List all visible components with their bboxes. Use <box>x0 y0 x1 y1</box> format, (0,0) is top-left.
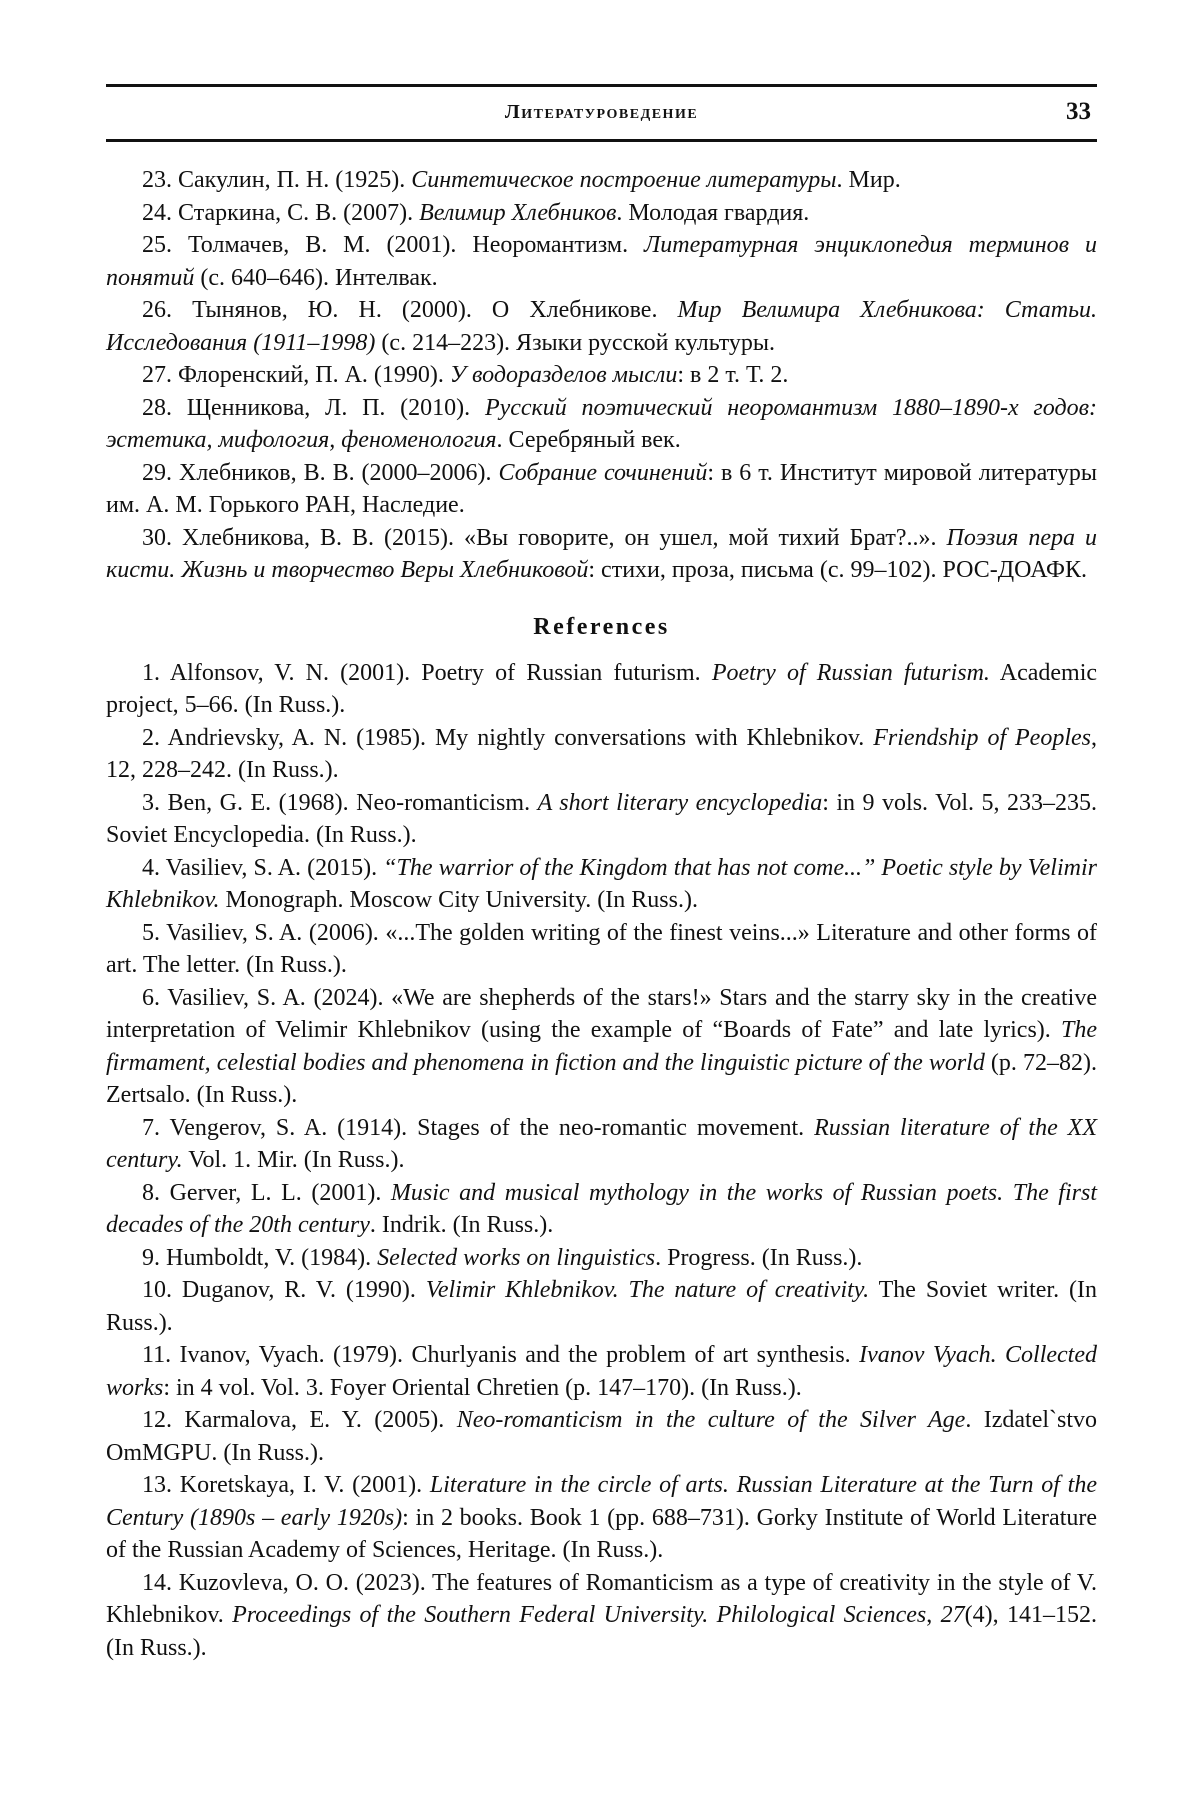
reference-text: Koretskaya, I. V. (2001). <box>179 1472 430 1498</box>
reference-number: 25. <box>142 232 172 258</box>
reference-text: : в 6 т. Институт мировой литературы им. А. М. Горького РАН, Наследие. <box>106 459 1097 518</box>
reference-text: Academic project, 5–66. (In Russ.). <box>106 659 1098 718</box>
reference-entry <box>106 522 1097 587</box>
reference-entry <box>106 392 1097 457</box>
reference-title: Russian literature of the XX century. <box>106 1114 1097 1173</box>
reference-number: 7. <box>142 1114 160 1141</box>
reference-entry <box>106 1177 1097 1242</box>
reference-title: Velimir Khlebnikov. The nature of creativity. <box>425 1277 870 1303</box>
reference-number: 14. <box>142 1569 172 1596</box>
reference-entry <box>106 1404 1097 1469</box>
reference-number: 13. <box>142 1472 172 1498</box>
reference-number: 11. <box>142 1342 172 1368</box>
reference-text: Kuzovleva, O. O. (2023). The features of Romanticism as a type of creativity in the style of V. Khlebnikov. <box>106 1569 1098 1628</box>
reference-number: 24. <box>142 199 172 226</box>
reference-entry <box>106 852 1097 917</box>
reference-text: Толмачев, В. М. (2001). Неоромантизм. <box>187 232 645 258</box>
running-title: Литературоведение <box>504 101 699 123</box>
reference-text: Хлебников, В. В. (2000–2006). <box>178 459 499 486</box>
reference-number: 4. <box>142 854 160 881</box>
running-head <box>106 84 1097 142</box>
reference-entry <box>106 1567 1097 1665</box>
reference-entry <box>106 982 1097 1112</box>
reference-text: Тынянов, Ю. Н. (2000). О Хлебникове. <box>192 297 678 323</box>
reference-text: (4), 141–152. (In Russ.). <box>106 1602 1098 1661</box>
reference-number: 9. <box>142 1244 160 1271</box>
reference-entry <box>106 722 1097 787</box>
reference-title: Литературная энциклопедия терминов и понятий <box>106 232 1098 291</box>
reference-title: Poetry of Russian futurism. <box>711 659 990 686</box>
reference-text: . Серебряный век. <box>496 427 681 453</box>
reference-text: Ben, G. E. (1968). Neo-romanticism. <box>167 789 538 816</box>
reference-text: (с. 214–223). Языки русской культуры. <box>375 329 776 356</box>
reference-entry <box>106 1469 1097 1567</box>
reference-title: Ivanov Vyach. Collected works <box>106 1342 1097 1401</box>
reference-title: A short literary encyclopedia <box>537 789 823 816</box>
page-number: 33 <box>1066 98 1091 125</box>
reference-title: Поэзия пера и кисти. Жизнь и творчество Веры Хлебниковой <box>106 524 1098 583</box>
reference-title: Proceedings of the Southern Federal University. Philological Sciences <box>232 1602 927 1628</box>
reference-title: 27 <box>940 1602 965 1628</box>
reference-number: 29. <box>142 459 172 486</box>
reference-entry <box>106 1339 1097 1404</box>
reference-number: 12. <box>142 1407 172 1433</box>
reference-text: , <box>926 1602 941 1628</box>
reference-text: : in 2 books. Book 1 (pp. 688–731). Gorky Institute of World Literature of the Russian Academy of Sciences, Heritage. (In Russ.). <box>106 1504 1097 1563</box>
reference-text: Сакулин, П. Н. (1925). <box>178 167 412 193</box>
reference-text: : in 4 vol. Vol. 3. Foyer Oriental Chretien (p. 147–170). (In Russ.). <box>163 1374 802 1401</box>
reference-title: Собрание сочинений <box>498 459 708 486</box>
reference-number: 27. <box>142 362 172 388</box>
reference-number: 5. <box>142 919 160 946</box>
reference-title: Friendship of Peoples <box>873 724 1091 751</box>
reference-text: Vengerov, S. A. (1914). Stages of the neo-romantic movement. <box>169 1114 815 1141</box>
reference-entry <box>106 197 1097 230</box>
reference-title: Велимир Хлебников <box>419 199 617 226</box>
reference-number: 26. <box>142 297 172 323</box>
reference-entry <box>106 917 1097 982</box>
reference-number: 1. <box>142 659 160 686</box>
reference-title: Синтетическое построение литературы <box>411 167 837 193</box>
reference-entry <box>106 457 1097 522</box>
reference-text: , 12, 228–242. (In Russ.). <box>106 724 1097 783</box>
reference-text: Vasiliev, S. A. (2024). «We are shepherds of the stars!» Stars and the starry sky in the creative interpretation of Velimir Khlebnikov (using the example of “Boards of Fate” and late lyrics). <box>106 984 1097 1043</box>
reference-title: Literature in the circle of arts. Russian Literature at the Turn of the Century (1890s – early 1920s) <box>106 1472 1098 1531</box>
reference-text: Vol. 1. Mir. (In Russ.). <box>182 1147 405 1173</box>
reference-entry <box>106 359 1097 392</box>
reference-text: Gerver, L. L. (2001). <box>169 1179 391 1206</box>
reference-text: Karmalova, E. Y. (2005). <box>184 1407 457 1433</box>
reference-number: 8. <box>142 1179 160 1206</box>
reference-text: . Мир. <box>836 167 901 193</box>
reference-text: . Izdatel`stvo OmMGPU. (In Russ.). <box>106 1407 1098 1466</box>
reference-entry <box>106 787 1097 852</box>
references-heading: References <box>533 613 670 640</box>
reference-text: Andrievsky, A. N. (1985). My nightly conversations with Khlebnikov. <box>167 724 874 751</box>
russian-reference-list <box>106 164 1097 587</box>
reference-text: . Молодая гвардия. <box>616 199 810 226</box>
reference-title: “The warrior of the Kingdom that has not come...” Poetic style by Velimir Khlebnikov. <box>106 854 1097 913</box>
reference-text: Хлебникова, В. В. (2015). «Вы говорите, он ушел, мой тихий Брат?..». <box>182 524 947 551</box>
reference-title: Neo-romanticism in the culture of the Silver Age <box>456 1407 966 1433</box>
reference-text: (p. 72–82). Zertsalo. (In Russ.). <box>106 1049 1098 1108</box>
reference-number: 10. <box>142 1277 172 1303</box>
reference-entry <box>106 229 1097 294</box>
reference-number: 30. <box>142 524 172 551</box>
reference-title: The firmament, celestial bodies and phenomena in fiction and the linguistic picture of the world <box>106 1017 1097 1076</box>
reference-number: 23. <box>142 167 172 193</box>
reference-title: Music and musical mythology in the works of Russian poets. The first decades of the 20th century <box>106 1179 1097 1238</box>
reference-entry <box>106 657 1097 722</box>
reference-text: Duganov, R. V. (1990). <box>181 1277 426 1303</box>
reference-text: Humboldt, V. (1984). <box>166 1244 378 1271</box>
reference-text: : стихи, проза, письма (с. 99–102). РОС-ДОАФК. <box>588 557 1088 583</box>
reference-number: 28. <box>142 394 172 421</box>
reference-text: (с. 640–646). Интелвак. <box>194 264 438 291</box>
reference-text: Старкина, С. В. (2007). <box>178 199 420 226</box>
reference-entry <box>106 1112 1097 1177</box>
reference-text: Alfonsov, V. N. (2001). Poetry of Russian futurism. <box>169 659 712 686</box>
reference-text: . Progress. (In Russ.). <box>655 1244 863 1271</box>
reference-text: The Soviet writer. (In Russ.). <box>106 1277 1097 1336</box>
reference-text: Флоренский, П. А. (1990). <box>178 362 450 388</box>
english-reference-list <box>106 657 1097 1665</box>
reference-number: 3. <box>142 789 160 816</box>
reference-entry <box>106 294 1097 359</box>
reference-entry <box>106 164 1097 197</box>
reference-title: Мир Велимира Хлебникова: Статьи. Исследования (1911–1998) <box>106 297 1098 356</box>
reference-title: Русский поэтический неоромантизм 1880–1890-х годов: эстетика, мифология, феноменология <box>106 394 1097 453</box>
reference-entry <box>106 1242 1097 1275</box>
reference-text: Ivanov, Vyach. (1979). Churlyanis and the problem of art synthesis. <box>179 1342 860 1368</box>
reference-title: Selected works on linguistics <box>377 1244 656 1271</box>
reference-number: 2. <box>142 724 160 751</box>
reference-text: Vasiliev, S. A. (2006). «...The golden writing of the finest veins...» Literature and other forms of art. The letter. (In Russ.). <box>106 919 1097 978</box>
reference-title: У водоразделов мысли <box>449 362 678 388</box>
reference-text: . Indrik. (In Russ.). <box>369 1212 554 1238</box>
reference-text: Щенникова, Л. П. (2010). <box>186 394 485 421</box>
reference-text: Vasiliev, S. A. (2015). <box>165 854 384 881</box>
reference-text: Monograph. Moscow City University. (In Russ.). <box>219 887 698 913</box>
reference-text: : in 9 vols. Vol. 5, 233–235. Soviet Encyclopedia. (In Russ.). <box>106 789 1097 848</box>
reference-entry <box>106 1274 1097 1339</box>
reference-text: : в 2 т. Т. 2. <box>677 362 789 388</box>
reference-number: 6. <box>142 984 160 1011</box>
